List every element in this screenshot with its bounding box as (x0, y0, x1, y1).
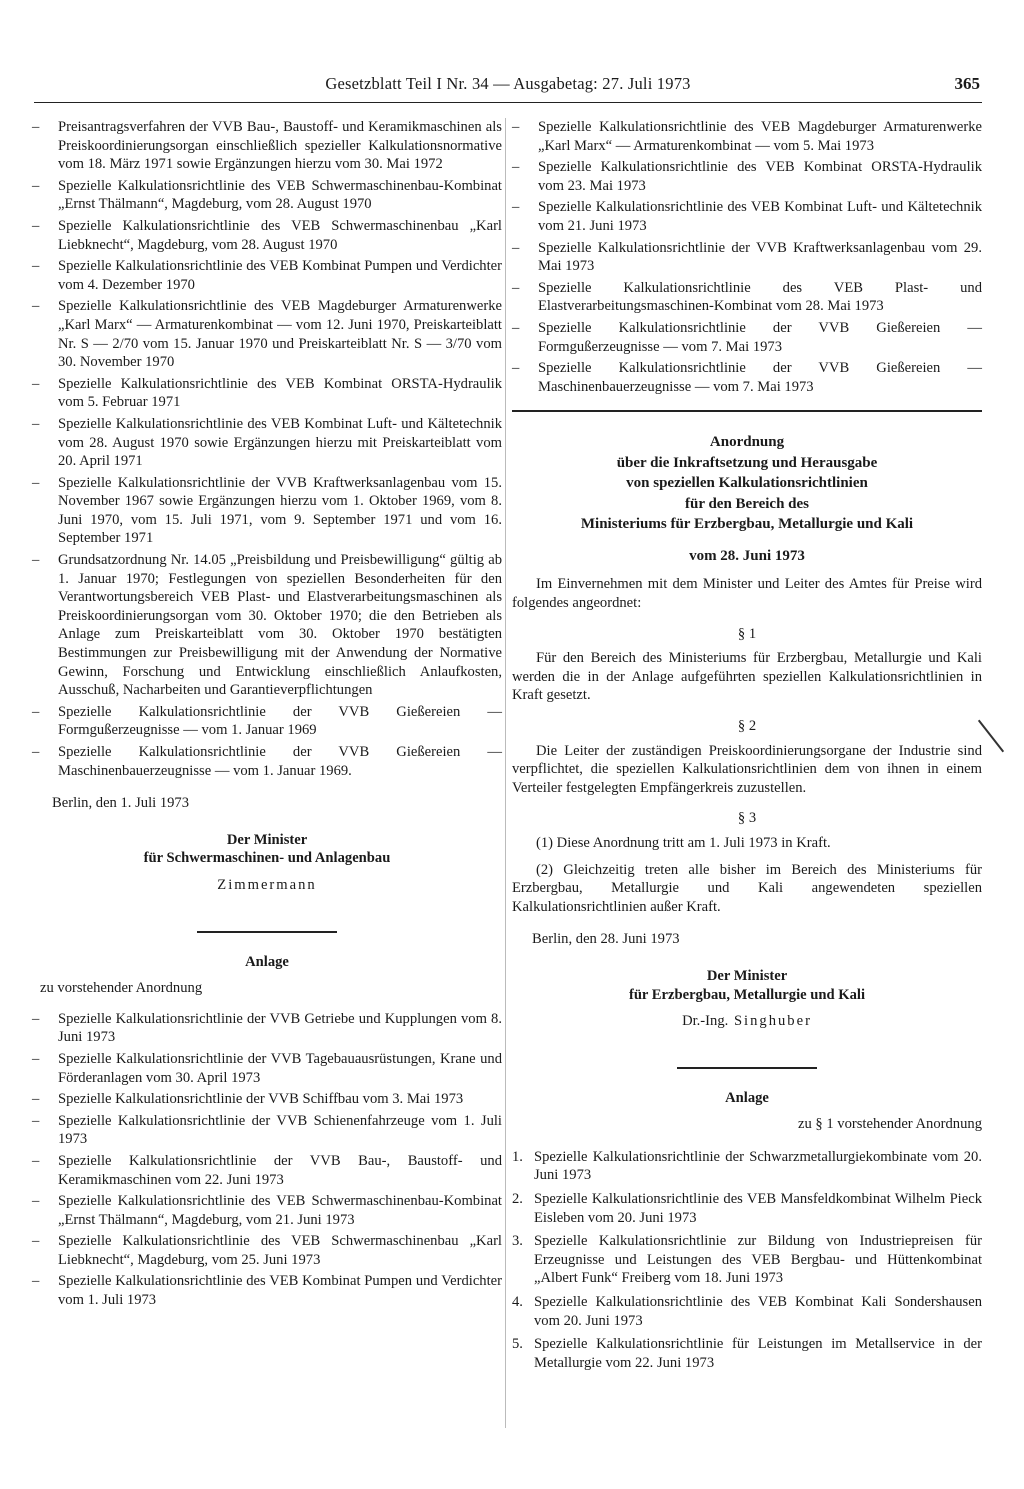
anlage-title: Anlage (245, 953, 289, 970)
date-line: Berlin, den 1. Juli 1973 (52, 795, 190, 812)
header-title: Gesetzblatt Teil I Nr. 34 — Ausgabetag: 27. Juli 1973 (325, 74, 691, 93)
list-item: – Spezielle Kalkulationsrichtlinie der VVB Gießereien — Maschinenbauerzeugnisse — vom 7. Mai 1973 (512, 359, 982, 396)
list-item: – Spezielle Kalkulationsrichtlinie der VVB Tagebauausrüstungen, Krane und Förderanlagen vom 30. April 1973 (32, 1050, 502, 1087)
ordinance-title-line: Anordnung (709, 434, 785, 451)
section-text: Die Leiter der zuständigen Preiskoordinierungsorgane der Industrie sind verpflichtet, die speziellen Kalkulationsrichtlinien dem von ihnen in einem Verteiler festgelegten Empfängerkreis zuzustellen. (512, 742, 982, 796)
ordinance-title-line: für den Bereich des (684, 495, 810, 512)
date-line: Berlin, den 28. Juni 1973 (532, 931, 680, 948)
item-text: Spezielle Kalkulationsrichtlinie des VEB Kombinat Kali Sondershausen vom 20. Juni 1973 (534, 1294, 982, 1329)
list-item: – Spezielle Kalkulationsrichtlinie des VEB Kombinat Luft- und Kältetechnik vom 28. August 1970 sowie Ergänzungen hierzu mit Preiskarteiblatt vom 20. April 1971 (32, 415, 502, 471)
anlage-list (512, 1148, 982, 1373)
list-item: – Spezielle Kalkulationsrichtlinie des VEB Magdeburger Armaturenwerke „Karl Marx“ — Armaturenkombinat — vom 12. Juni 1970, Preiskarteiblatt Nr. S — 2/70 vom 15. Januar 1970 und Preiskarteiblatt Nr. S — 3/70 vom 30. November 1970 (32, 297, 502, 371)
ordinance-date: vom 28. Juni 1973 (689, 547, 805, 564)
list-item: – Spezielle Kalkulationsrichtlinie der VVB Getriebe und Kupplungen vom 8. Juni 1973 (32, 1010, 502, 1047)
left-list (32, 118, 502, 780)
anlage-subtitle: zu § 1 vorstehender Anordnung (797, 1116, 982, 1133)
ordinance-title (512, 432, 982, 535)
signer-name: Zimmermann (217, 876, 317, 893)
list-item: – Grundsatzordnung Nr. 14.05 „Preisbildung und Preisbewilligung“ gültig ab 1. Januar 1970; Festlegungen von speziellen Besonderheiten für den Verantwortungsbereich VEB Plast- und Elastverarbeitungsmaschinen als Preiskoordinierungsorgan vom 30. Oktober 1970; die den Betrieben als Anlage zum Preiskarteiblatt vom 30. Oktober 1970 bestätigten Bestimmungen zur Preisbewilligung mit der Anwendung der Normative Gewinn, Forschung und Entwicklung einschließlich Anlaufkosten, Ausschuß, Nacharbeiten und Garantieverpflichtungen (32, 551, 502, 700)
item-number: 3. (512, 1233, 523, 1250)
list-item: – Spezielle Kalkulationsrichtlinie der VVB Gießereien — Maschinenbauerzeugnisse — vom 1. Januar 1969. (32, 743, 502, 780)
list-item: – Spezielle Kalkulationsrichtlinie des VEB Schwermaschinenbau „Karl Liebknecht“, Magdeburg, vom 25. Juni 1973 (32, 1232, 502, 1269)
signer-line: Der Minister (226, 831, 308, 848)
section-heading: § 3 (737, 810, 757, 827)
anlage-subtitle: zu vorstehender Anordnung (40, 980, 203, 997)
page-header (34, 72, 982, 103)
numbered-item (512, 1190, 982, 1227)
list-item: – Spezielle Kalkulationsrichtlinie der VVB Kraftwerksanlagenbau vom 15. November 1967 sowie Ergänzungen hierzu vom 1. Oktober 1969, vom 8. Juni 1970, vom 15. Juli 1971, vom 9. September 1971 und vom 16. September 1971 (32, 474, 502, 548)
item-text: Spezielle Kalkulationsrichtlinie zur Bildung von Industriepreisen für Erzeugnisse und Leistungen des VEB Bergbau- und Hüttenkombinat „Albert Funk“ Freiberg vom 18. Juni 1973 (534, 1233, 982, 1287)
list-item: – Spezielle Kalkulationsrichtlinie des VEB Schwermaschinenbau-Kombinat „Ernst Thälmann“, Magdeburg, vom 21. Juni 1973 (32, 1192, 502, 1229)
ordinance-title-line: über die Inkraftsetzung und Herausgabe (616, 454, 878, 471)
list-item: – Spezielle Kalkulationsrichtlinie des VEB Plast- und Elastverarbeitungsmaschinen-Kombinat vom 28. Mai 1973 (512, 279, 982, 316)
list-item: – Preisantragsverfahren der VVB Bau-, Baustoff- und Keramikmaschinen als Preiskoordinierungsorgan einschließlich spezieller Kalkulationsnormative vom 18. März 1971 sowie Ergänzungen hierzu vom 30. Mai 1972 (32, 118, 502, 174)
list-item: – Spezielle Kalkulationsrichtlinie des VEB Schwermaschinenbau-Kombinat „Ernst Thälmann“, Magdeburg, vom 28. August 1970 (32, 177, 502, 214)
intro-paragraph: Im Einvernehmen mit dem Minister und Leiter des Amtes für Preise wird folgendes angeordnet: (512, 576, 982, 611)
list-item: – Spezielle Kalkulationsrichtlinie des VEB Kombinat ORSTA-Hydraulik vom 23. Mai 1973 (512, 158, 982, 195)
section-text: Für den Bereich des Ministeriums für Erzbergbau, Metallurgie und Kali werden die in der Anlage aufgeführten speziellen Kalkulationsrichtlinien in Kraft gesetzt. (512, 650, 982, 704)
signer-line: für Erzbergbau, Metallurgie und Kali (628, 986, 866, 1003)
column-divider (505, 118, 506, 1428)
section-text: (1) Diese Anordnung tritt am 1. Juli 1973 in Kraft. (536, 834, 831, 851)
section-text: (2) Gleichzeitig treten alle bisher im Bereich des Ministeriums für Erzbergbau, Metallurgie und Kali angewendeten speziellen Kalkulationsrichtlinien außer Kraft. (512, 861, 982, 915)
item-text: Spezielle Kalkulationsrichtlinie der Schwarzmetallurgiekombinate vom 20. Juni 1973 (534, 1148, 982, 1184)
ordinance-title-line: von speziellen Kalkulationsrichtlinien (626, 475, 868, 492)
item-number: 2. (512, 1191, 523, 1208)
list-item: – Spezielle Kalkulationsrichtlinie der VVB Schienenfahrzeuge vom 1. Juli 1973 (32, 1112, 502, 1149)
item-number: 1. (512, 1148, 523, 1165)
list-item: – Spezielle Kalkulationsrichtlinie des VEB Kombinat Pumpen und Verdichter vom 1. Juli 1973 (32, 1272, 502, 1309)
section-rule (512, 410, 982, 412)
signer-title (512, 967, 982, 1004)
section-heading: § 2 (737, 717, 757, 734)
list-item: – Spezielle Kalkulationsrichtlinie der VVB Schiffbau vom 3. Mai 1973 (32, 1090, 502, 1109)
list-item: – Spezielle Kalkulationsrichtlinie der VVB Kraftwerksanlagenbau vom 29. Mai 1973 (512, 239, 982, 276)
signer-line: Der Minister (706, 967, 788, 984)
list-item: – Spezielle Kalkulationsrichtlinie der VVB Bau-, Baustoff- und Keramikmaschinen vom 22. Juni 1973 (32, 1152, 502, 1189)
list-item: – Spezielle Kalkulationsrichtlinie der VVB Gießereien — Formgußerzeugnisse — vom 7. Mai 1973 (512, 319, 982, 356)
list-item: – Spezielle Kalkulationsrichtlinie der VVB Gießereien — Formgußerzeugnisse — vom 1. Januar 1969 (32, 703, 502, 740)
numbered-item (512, 1148, 982, 1185)
list-item: – Spezielle Kalkulationsrichtlinie des VEB Kombinat Pumpen und Verdichter vom 4. Dezember 1970 (32, 257, 502, 294)
item-text: Spezielle Kalkulationsrichtlinie des VEB Mansfeldkombinat Wilhelm Pieck Eisleben vom 20. Juni 1973 (534, 1191, 982, 1226)
left-column (32, 118, 502, 1313)
anlage-title: Anlage (725, 1089, 769, 1106)
item-text: Spezielle Kalkulationsrichtlinie für Leistungen im Metallservice in der Metallurgie vom 22. Juni 1973 (534, 1336, 982, 1371)
list-item: – Spezielle Kalkulationsrichtlinie des VEB Schwermaschinenbau „Karl Liebknecht“, Magdeburg, vom 28. August 1970 (32, 217, 502, 254)
right-column (512, 118, 982, 1377)
numbered-item (512, 1335, 982, 1372)
right-list (512, 118, 982, 396)
numbered-item (512, 1293, 982, 1330)
list-item: – Spezielle Kalkulationsrichtlinie des VEB Kombinat Luft- und Kältetechnik vom 21. Juni 1973 (512, 198, 982, 235)
section-rule (677, 1067, 817, 1069)
section-rule (197, 931, 337, 933)
ordinance-title-line: Ministeriums für Erzbergbau, Metallurgie und Kali (580, 516, 914, 533)
signer-prefix: Dr.-Ing. (682, 1013, 729, 1030)
signer-name: Singhuber (733, 1013, 812, 1030)
item-number: 4. (512, 1294, 523, 1311)
anlage-list (32, 1010, 502, 1310)
page-number: 365 (954, 74, 980, 93)
numbered-item (512, 1232, 982, 1288)
item-number: 5. (512, 1336, 523, 1353)
list-item: – Spezielle Kalkulationsrichtlinie des VEB Kombinat ORSTA-Hydraulik vom 5. Februar 1971 (32, 375, 502, 412)
list-item: – Spezielle Kalkulationsrichtlinie des VEB Magdeburger Armaturenwerke „Karl Marx“ — Armaturenkombinat — vom 5. Mai 1973 (512, 118, 982, 155)
section-heading: § 1 (737, 625, 757, 642)
signer-name-line (512, 1012, 982, 1031)
signer-line: für Schwermaschinen- und Anlagenbau (143, 850, 391, 867)
signer-title (32, 831, 502, 868)
